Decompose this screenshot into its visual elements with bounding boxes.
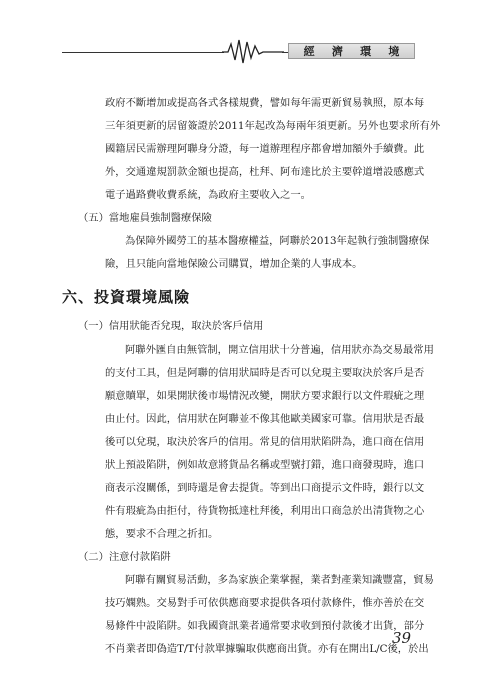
- paragraph-line: 電子過路費收費系統，為政府主要收入之一。: [105, 189, 311, 201]
- paragraph-line: 三年須更新的居留簽證於2011年起改為每兩年須更新。另外也要求所有外: [105, 120, 441, 132]
- chapter-label-char: 境: [388, 45, 400, 58]
- paragraph-line: 件有瑕疵為由拒付，待貨物抵達杜拜後，利用出口商急於出清貨物之心: [105, 505, 425, 517]
- paragraph-line: 的支付工具，但是阿聯的信用狀屆時是否可以兌現主要取決於客戶是否: [105, 367, 425, 379]
- chapter-label: [288, 43, 415, 59]
- paragraph-line: 技巧嫻熟。交易對手可依供應商要求提供各項付款條件，惟亦善於在交: [105, 597, 425, 609]
- paragraph-line: 態，要求不合理之折扣。: [105, 528, 219, 540]
- paragraph-line: 不肖業者即偽造T/T付款單據騙取供應商出貨。亦有在開出L/C後，於出: [105, 643, 429, 655]
- subsection-heading: （二）注意付款陷阱: [78, 551, 171, 563]
- paragraph-line: 阿聯有關貿易活動，多為家族企業掌握，業者對產業知識豐富，貿易: [125, 574, 434, 586]
- paragraph-line: 由止付。因此，信用狀在阿聯並不像其他歐美國家可靠。信用狀是否最: [105, 413, 425, 425]
- header-rule-left: [62, 52, 224, 53]
- waveform-icon: [222, 36, 284, 66]
- paragraph-line: 為保障外國勞工的基本醫療權益，阿聯於2013年起執行強制醫療保: [125, 235, 430, 247]
- page-number: 39: [392, 629, 412, 647]
- subsection-heading: （五）當地雇員強制醫療保險: [78, 212, 212, 224]
- paragraph-line: 願意贖單，如果開狀後市場情況改變，開狀方要求銀行以文件瑕疵之理: [105, 390, 425, 402]
- paragraph-line: 狀上預設陷阱，例如故意將貨品名稱或型號打錯，進口商發現時，進口: [105, 459, 425, 471]
- paragraph-line: 險，且只能向當地保險公司購買，增加企業的人事成本。: [105, 258, 363, 270]
- subsection-heading: （一）信用狀能否兌現，取決於客戶信用: [78, 320, 264, 332]
- chapter-label-char: 環: [360, 45, 372, 58]
- paragraph-line: 易條件中設陷阱。如我國資訊業者通常要求收到預付款後才出貨，部分: [105, 620, 425, 632]
- paragraph-line: 商表示沒關係，到時還是會去提貨。等到出口商提示文件時，銀行以文: [105, 482, 425, 494]
- paragraph-line: 外，交通違規罰款金額也提高，杜拜、阿布達比於主要幹道增設感應式: [105, 166, 425, 178]
- section-heading: 六、投資環境風險: [62, 288, 191, 306]
- paragraph-line: 政府不斷增加或提高各式各樣規費，譬如每年需更新貿易執照，原本每: [105, 97, 425, 109]
- paragraph-line: 後可以兌現，取決於客戶的信用。常見的信用狀陷阱為，進口商在信用: [105, 436, 425, 448]
- chapter-label-char: 經: [303, 45, 315, 58]
- chapter-label-char: 濟: [331, 45, 343, 58]
- paragraph-line: 國籍居民需辦理阿聯身分證，每一道辦理程序都會增加額外手續費。此: [105, 143, 425, 155]
- paragraph-line: 阿聯外匯自由無管制，開立信用狀十分普遍，信用狀亦為交易最常用: [125, 344, 434, 356]
